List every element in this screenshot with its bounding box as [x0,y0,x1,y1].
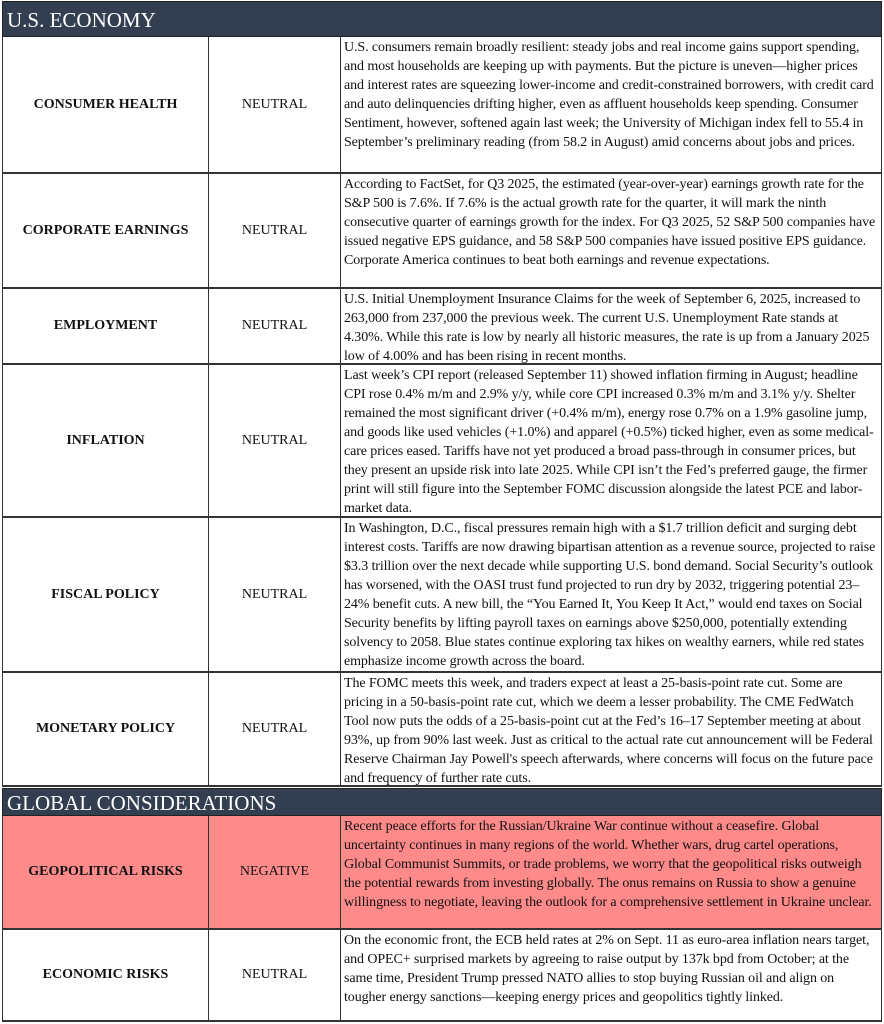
table-row-inflation [2,365,882,518]
rating-label: NEUTRAL [209,174,341,287]
rating-label: NEUTRAL [209,518,341,671]
table-row-fiscal-policy [2,518,882,673]
category-label: INFLATION [3,365,209,516]
category-label: EMPLOYMENT [3,289,209,363]
commentary-text: The FOMC meets this week, and traders expect at least a 25-basis-point rate cut. Some are pricing in a 50-basis-point rate cut, which we deem a lesser probability. The CME FedWatch Tool now puts the odds of a 25-basis-point cut at the Fed’s 16–17 September meeting at about 93%, up from 90% last week. Just as critical to the actual rate cut announcement will be Federal Reserve Chairman Jay Powell's speech afterwards, where concerns will focus on the future pace and frequency of further rate cuts. [344,676,873,786]
section-header-global-considerations: GLOBAL CONSIDERATIONS [2,788,882,816]
category-label: CORPORATE EARNINGS [3,174,209,287]
category-label: GEOPOLITICAL RISKS [3,816,209,928]
table-row-geopolitical-risks [2,816,882,930]
rating-label: NEUTRAL [209,673,341,785]
rating-label: NEUTRAL [209,930,341,1020]
commentary-text: According to FactSet, for Q3 2025, the estimated (year-over-year) earnings growth rate for the S&P 500 is 7.6%. If 7.6% is the actual growth rate for the quarter, it will mark the ninth consecutive quarter of earnings growth for the index. For Q3 2025, 52 S&P 500 companies have issued negative EPS guidance, and 58 S&P 500 companies have issued positive EPS guidance. Corporate America continues to beat both earnings and revenue expectations. [344,177,876,268]
table-row-economic-risks [2,930,882,1022]
rating-label: NEGATIVE [209,816,341,928]
economic-outlook-table [2,0,882,1022]
rating-label: NEUTRAL [209,289,341,363]
commentary-text: On the economic front, the ECB held rates at 2% on Sept. 11 as euro-area inflation nears target, and OPEC+ surprised markets by agreeing to raise output by 137k bpd from October; at the same time, President Trump pressed NATO allies to stop buying Russian oil and align on tougher energy sanctions—keeping energy prices and geopolitics tightly linked. [344,933,870,1005]
table-row-consumer-health [2,37,882,174]
table-row-corporate-earnings [2,174,882,289]
commentary-text: In Washington, D.C., fiscal pressures remain high with a $1.7 trillion deficit and surging debt interest costs. Tariffs are now drawing bipartisan attention as a revenue source, projected to raise $3.3 trillion over the next decade while supporting U.S. bond demand. Social Security’s outlook has worsened, with the OASI trust fund projected to run dry by 2032, triggering potential 23–24% benefit cuts. A new bill, the “You Earned It, You Keep It Act,” would end taxes on Social Security benefits by lifting payroll taxes on earnings above $250,000, potentially extending solvency to 2058. Blue states continue exploring tax hikes on wealthy earners, while red states emphasize income growth across the board. [344,521,876,669]
table-row-employment [2,289,882,365]
category-label: CONSUMER HEALTH [3,37,209,172]
commentary-text: Last week’s CPI report (released September 11) showed inflation firming in August; headline CPI rose 0.4% m/m and 2.9% y/y, while core CPI increased 0.3% m/m and 3.1% y/y. Shelter remained the most significant driver (+0.4% m/m), energy rose 0.7% on a 1.9% gasoline jump, and goods like used vehicles (+1.0%) and apparel (+0.5%) ticked higher, even as some medical-care prices eased. Tariffs have not yet produced a broad pass-through in consumer prices, but they present an upside risk into late 2025. While CPI isn’t the Fed’s preferred gauge, the firmer print will still figure into the September FOMC discussion alongside the latest PCE and labor-market data. [344,368,874,516]
rating-label: NEUTRAL [209,37,341,172]
category-label: ECONOMIC RISKS [3,930,209,1020]
commentary-text: U.S. Initial Unemployment Insurance Claims for the week of September 6, 2025, increased to 263,000 from 237,000 the previous week. The current U.S. Unemployment Rate stands at 4.30%. While this rate is low by nearly all historic measures, the rate is up from a January 2025 low of 4.00% and has been rising in recent months. [344,292,870,364]
category-label: MONETARY POLICY [3,673,209,785]
rating-label: NEUTRAL [209,365,341,516]
commentary-text: Recent peace efforts for the Russian/Ukraine War continue without a ceasefire. Global uncertainty continues in many regions of the world. Whether wars, drug cartel operations, Global Communist Summits, or trade problems, we worry that the geopolitical risks outweigh the potential rewards from investing globally. The onus remains on Russia to show a genuine willingness to negotiate, leaving the outlook for a comprehensive settlement in Ukraine unclear. [344,819,872,910]
category-label: FISCAL POLICY [3,518,209,671]
section-header-us-economy: U.S. ECONOMY [2,1,882,37]
commentary-text: U.S. consumers remain broadly resilient: steady jobs and real income gains support spending, and most households are keeping up with payments. But the picture is uneven—higher prices and interest rates are squeezing lower-income and credit-constrained borrowers, with credit card and auto delinquencies drifting higher, even as affluent households keep spending. Consumer Sentiment, however, softened again last week; the University of Michigan index fell to 55.4 in September’s preliminary reading (from 58.2 in August) amid concerns about jobs and prices. [344,40,874,150]
table-row-monetary-policy [2,673,882,787]
